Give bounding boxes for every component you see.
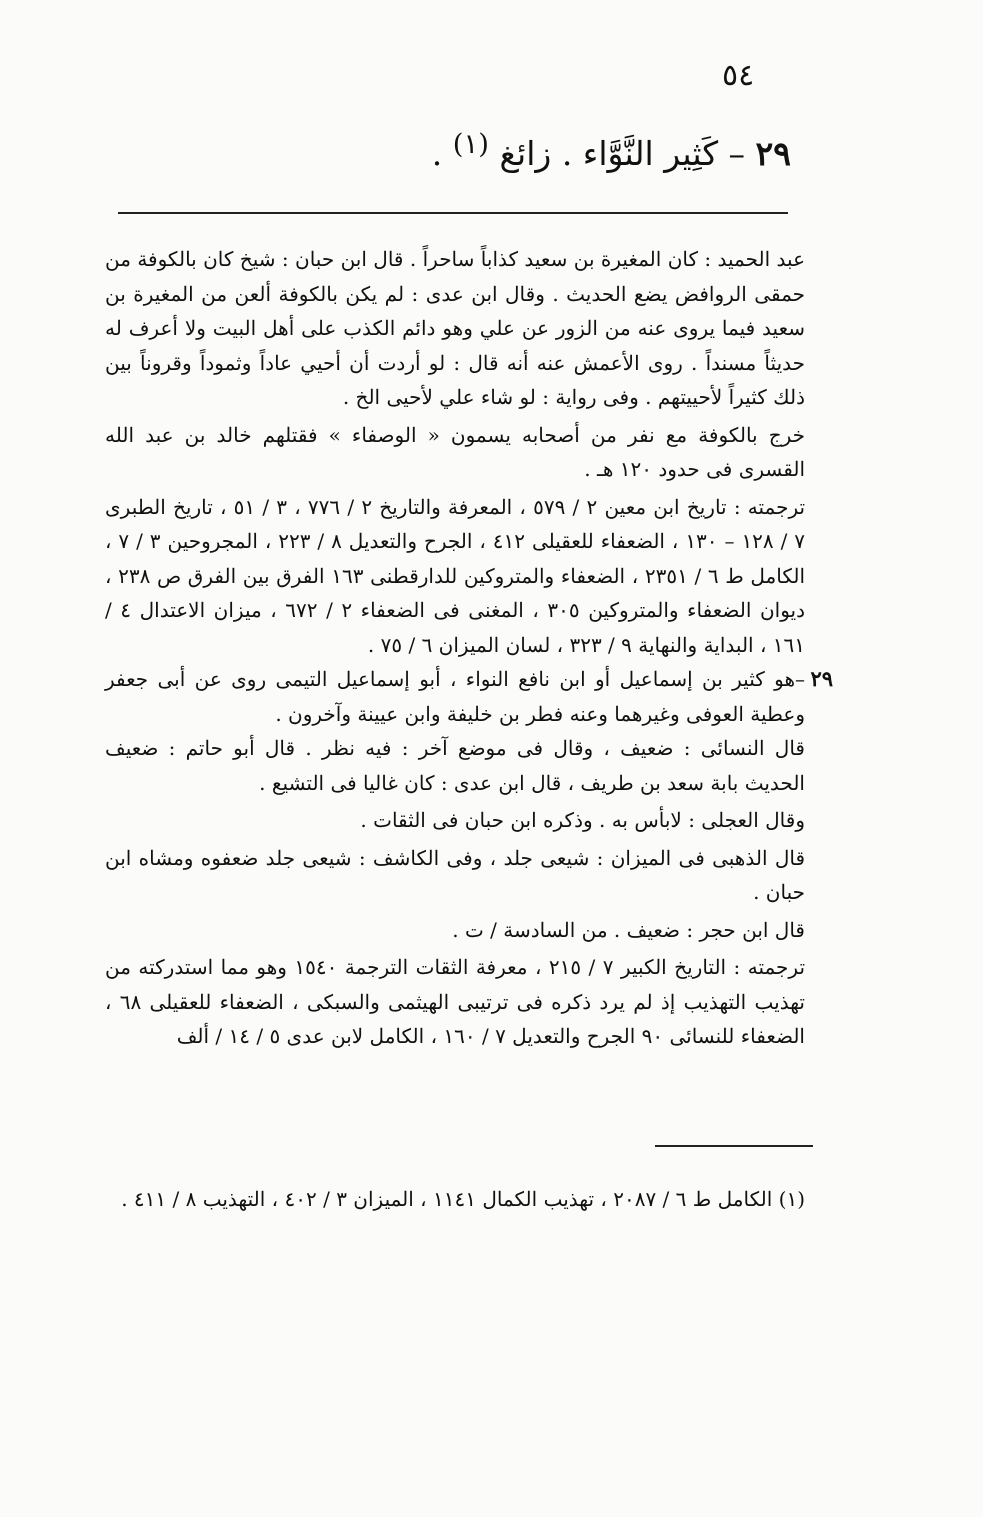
note-paragraph-dhahabi: قال الذهبى فى الميزان : شيعى جلد ، وفى الكاشف : شيعى جلد ضعفوه ومشاه ابن حبان .	[105, 845, 805, 904]
note-number: ٢٩	[810, 666, 833, 691]
entry-note	[105, 662, 833, 731]
entry-title: كَثِير النَّوَّاء . زائغ	[499, 134, 719, 173]
paragraph-khuruj: خرج بالكوفة مع نفر من أصحابه يسمون « الوصفاء » فقتلهم خالد بن عبد الله القسرى فى حدود ١٢٠ هـ .	[105, 422, 805, 481]
entry-heading	[432, 128, 791, 173]
paragraph-mughira: عبد الحميد : كان المغيرة بن سعيد كذاباً ساحراً . قال ابن حبان : شيخ كان بالكوفة من حمقى الروافض يضع الحديث . وقال ابن عدى : لم يكن بالكوفة ألعن من المغيرة بن سعيد فيما يروى عنه من الزور عن علي وهو دائم الكذب على أهل البيت ولا أعرف له حديثاً مسنداً . روى الأعمش عنه أنه قال : لو أردت أن أحيي عاداً وثموداً وقروناً بين ذلك كثيراً لأحييتهم . وفى رواية : لو شاء علي لأحيى الخ .	[105, 247, 805, 409]
note-paragraph-identity: –هو كثير بن إسماعيل أو ابن نافع النواء ، أبو إسماعيل التيمى روى عن أبى جعفر وعطية العوفى وغيرهما وعنه فطر بن خليفة وابن عيينة وآخرون .	[105, 667, 805, 726]
footnote-1: (١) الكامل ط ٦ / ٢٠٨٧ ، تهذيب الكمال ١١٤١ ، الميزان ٣ / ٤٠٢ ، التهذيب ٨ / ٤١١ .	[121, 1187, 805, 1211]
top-divider	[118, 212, 788, 214]
note-paragraph-ijli: وقال العجلى : لابأس به . وذكره ابن حبان فى الثقات .	[360, 808, 805, 832]
footnotes	[105, 1180, 805, 1218]
page-number: ٥٤	[722, 58, 755, 93]
note-paragraph-nasai: قال النسائى : ضعيف ، وقال فى موضع آخر : فيه نظر . قال أبو حاتم : ضعيف الحديث بابة سعد بن طريف ، قال ابن عدى : كان غاليا فى التشيع .	[105, 736, 805, 795]
footnote-divider	[655, 1145, 813, 1147]
entry-title-end: .	[431, 134, 443, 173]
note-paragraph-ibn-hajar: قال ابن حجر : ضعيف . من السادسة / ت .	[452, 917, 805, 942]
entry-number: ٢٩	[755, 134, 791, 173]
footnote-reference: (١)	[452, 128, 489, 160]
note-paragraph-sources: ترجمته : التاريخ الكبير ٧ / ٢١٥ ، معرفة الثقات الترجمة ١٥٤٠ وهو مما استدركته من تهذيب التهذيب إذ لم يرد ذكره فى ترتيبى الهيثمى والسبكى ، الضعفاء للعقيلى ٦٨ ، الضعفاء للنسائى ٩٠ الجرح والتعديل ٧ / ١٦٠ ، الكامل لابن عدى ٥ / ١٤ / ألف	[105, 955, 806, 1048]
entry-dash: –	[728, 134, 746, 173]
body-text	[105, 242, 833, 1054]
paragraph-tarjamatuhu: ترجمته : تاريخ ابن معين ٢ / ٥٧٩ ، المعرفة والتاريخ ٢ / ٧٧٦ ، ٣ / ٥١ ، تاريخ الطبرى ٧ / ١٢٨ – ١٣٠ ، الضعفاء للعقيلى ٤١٢ ، الجرح والتعديل ٨ / ٢٢٣ ، المجروحين ٣ / ٧ ، الكامل ط ٦ / ٢٣٥١ ، الضعفاء والمتروكين للدارقطنى ١٦٣ الفرق بين الفرق ص ٢٣٨ ، ديوان الضعفاء والمتروكين ٣٠٥ ، المغنى فى الضعفاء ٢ / ٦٧٢ ، ميزان الاعتدال ٤ / ١٦١ ، البداية والنهاية ٩ / ٣٢٣ ، لسان الميزان ٦ / ٧٥ .	[105, 494, 806, 657]
